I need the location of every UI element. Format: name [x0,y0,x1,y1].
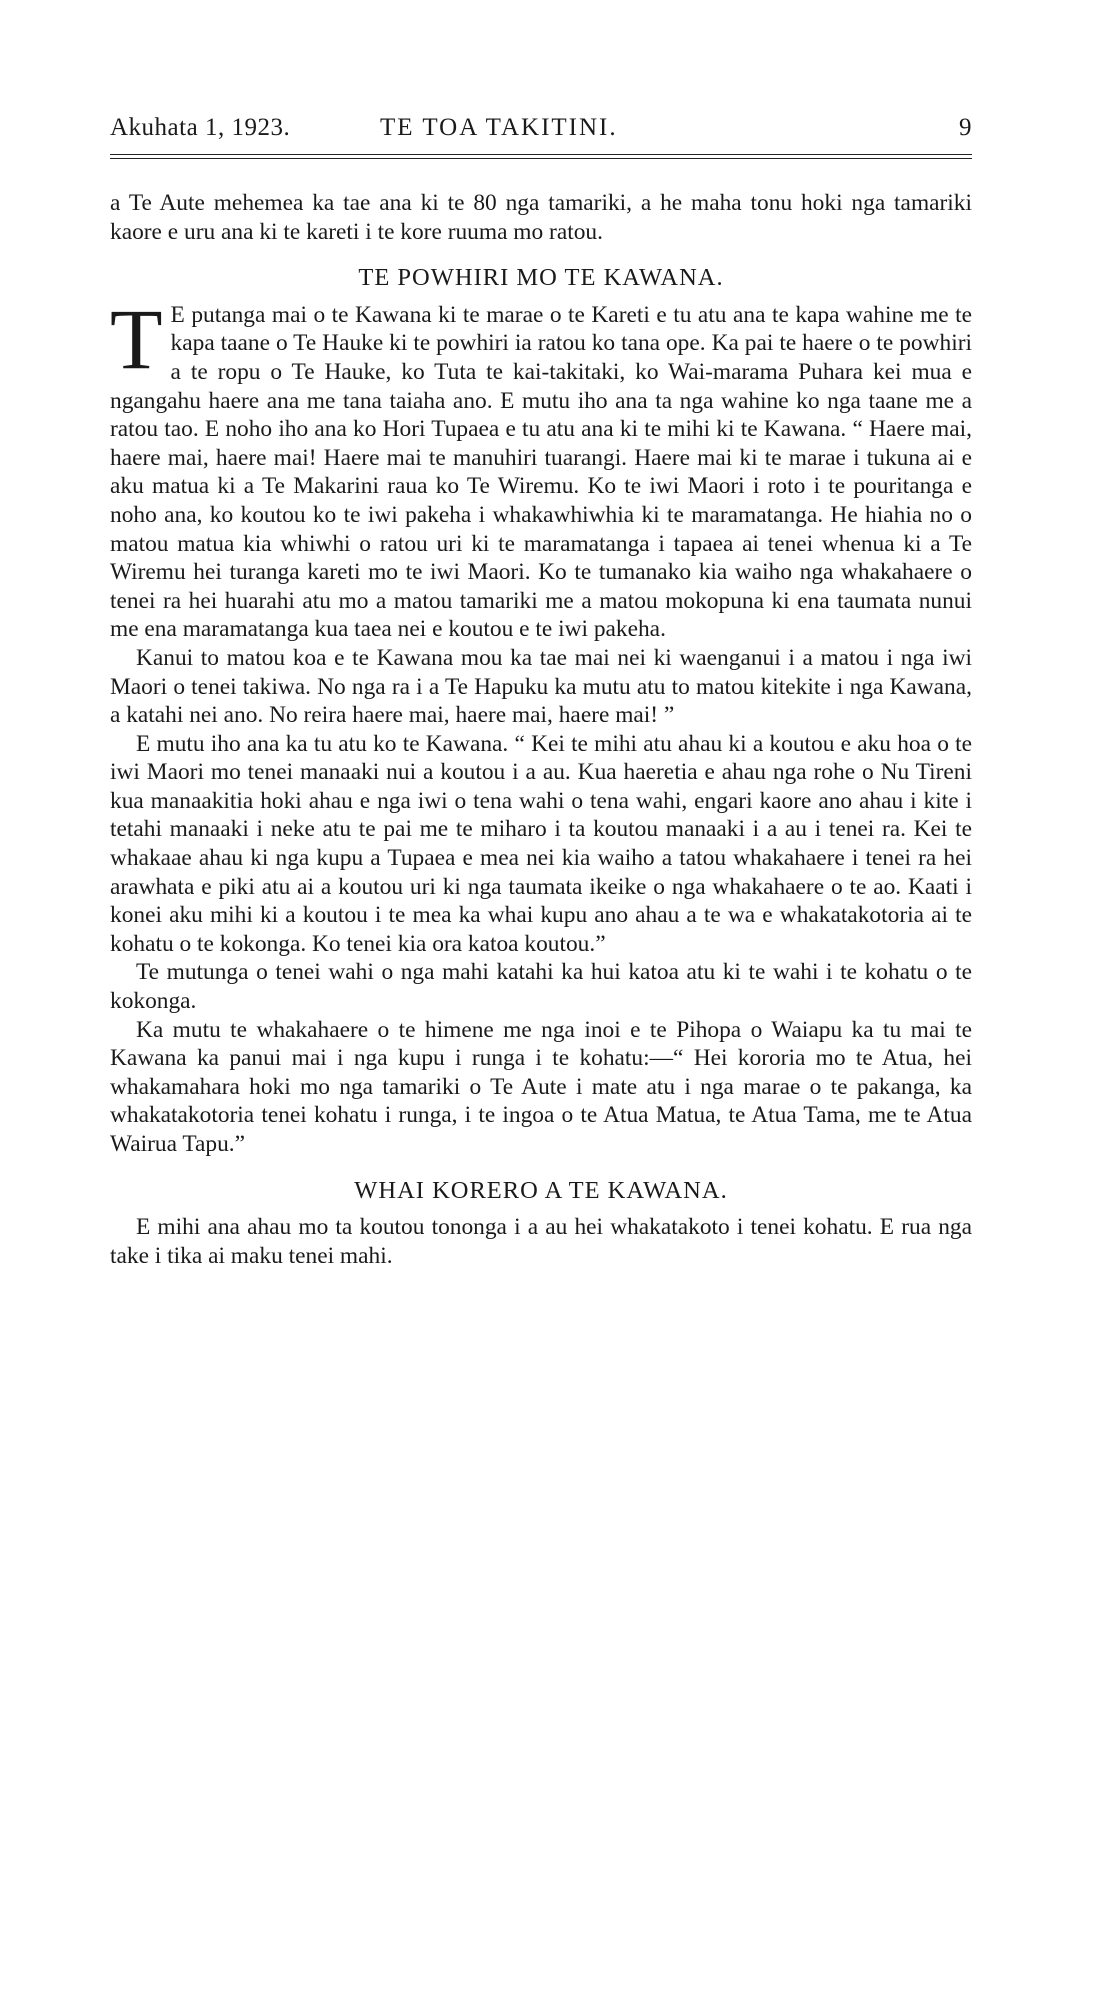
issue-date: Akuhata 1, 1923. [110,114,291,141]
paragraph-powhiri-5: Ka mutu te whakahaere o te himene me nga inoi e te Pihopa o Waiapu ka tu mai te Kawana ka panui mai i nga kupu i runga i te kohatu:—“ Hei kororia mo te Atua, hei whakamahara hoki mo nga tamariki o Te Aute i mate atu i nga marae o te pakanga, ka whakatakotoria tenei kohatu i runga, i te ingoa o te Atua Matua, te Atua Tama, me te Atua Wairua Tapu.” [110,1016,972,1157]
paragraph-powhiri-4: Te mutunga o tenei wahi o nga mahi katahi ka hui katoa atu ki te wahi i te kohatu o te kokonga. [110,959,972,1015]
paragraph-powhiri-2: Kanui to matou koa e te Kawana mou ka tae mai nei ki waenganui i a matou i nga iwi Maori o tenei takiwa. No nga ra i a Te Hapuku ka mutu atu to matou kitekite i nga Kawana, a katahi nei ano. No reira haere mai, haere mai, haere mai! ” [110,644,972,729]
section-heading-whai-korero: WHAI KORERO A TE KAWANA. [354,1176,728,1204]
paragraph-powhiri-3: E mutu iho ana ka tu atu ko te Kawana. “ Kei te mihi atu ahau ki a koutou e aku hoa o te iwi Maori mo tenei manaaki nui a koutou i a au. Kua haeretia e ahau nga rohe o Nu Tireni kua manaakitia hoki ahau e nga iwi o tena wahi o tena wahi, engari kaore ano ahau i kite i tetahi manaaki i neke atu te pai me te miharo i ta koutou manaaki i a au i tenei ra. Kei te whakaae ahau ki nga kupu a Tupaea e mea nei kia waiho a tatou whakahaere i tenei ra hei arawhata e piki atu ai a koutou uri ki nga taumata ikeike o nga whakahaere o te ao. Kaati i konei aku mihi ki a koutou i te mea ka whai kupu ano ahau a te wa e whakatakotoria ai te kohatu o te kokonga. Ko tenei kia ora katoa koutou.” [110,730,972,957]
page-number: 9 [959,114,972,141]
running-header [110,108,972,148]
header-rule [110,154,972,159]
article-body [110,189,972,1270]
paragraph-powhiri-1: TE putanga mai o te Kawana ki te marae o te Kareti e tu atu ana te kapa wahine me te kapa taane o Te Hauke ki te powhiri ia ratou ko tana ope. Ka pai te haere o te powhiri a te ropu o Te Hauke, ko Tuta te kai-takitaki, ko Wai-marama Puhara kei mua e ngangahu haere ana me tana taiaha ano. E mutu iho ana ta nga wahine ko nga taane me a ratou tao. E noho iho ana ko Hori Tupaea e tu atu ana ki te mihi ki te Kawana. “ Haere mai, haere mai, haere mai! Haere mai te manuhiri tuarangi. Haere mai ki te marae i tukuna ai e aku matua ki a Te Makarini raua ko Te Wiremu. Ko te iwi Maori i roto i te pouritanga e noho ana, ko koutou ko te iwi pakeha i whakawhiwhia ki te maramatanga. He hiahia no o matou matua kia whiwhi o ratou uri ki te maramatanga i tapaea ai tenei whenua ki a Te Wiremu hei turanga kareti mo te iwi Maori. Ko te tumanako kia waiho nga whakahaere o tenei ra hei huarahi atu mo a matou tamariki me a matou mokopuna ki ena taumata nunui me ena maramatanga kua taea nei e koutou e te iwi pakeha. [110,290,972,643]
publication-title: TE TOA TAKITINI. [380,114,618,141]
section-heading-powhiri: TE POWHIRI MO TE KAWANA. [358,264,724,292]
paragraph-whai-korero-1: E mihi ana ahau mo ta koutou tononga i a au hei whakatakoto i tenei kohatu. E rua nga take i tika ai maku tenei mahi. [110,1214,972,1269]
intro-paragraph: a Te Aute mehemea ka tae ana ki te 80 nga tamariki, a he maha tonu hoki nga tamariki kaore e uru ana ki te kareti i te kore ruuma mo ratou. [110,190,972,245]
newspaper-page [110,108,972,1270]
